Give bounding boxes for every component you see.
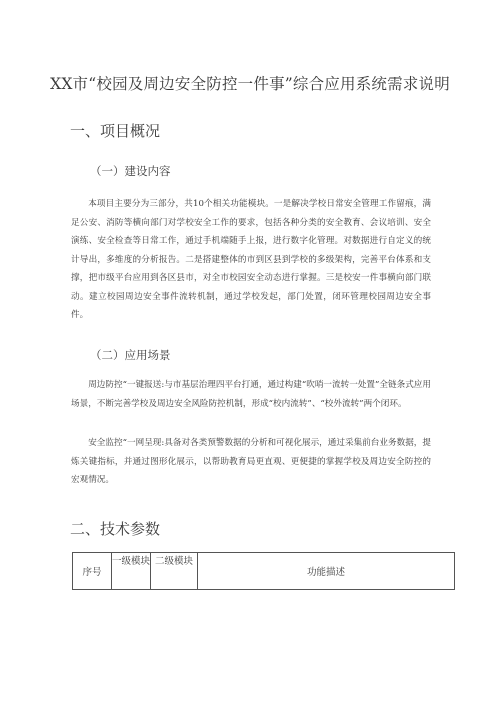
table-header-cell: 功能描述 [198, 553, 455, 590]
tech-params-table [72, 552, 455, 590]
section-heading-overview: 一、项目概况 [70, 122, 161, 140]
document-title: XX市“校园及周边安全防控一件事”综合应用系统需求说明 [50, 75, 450, 93]
scenario-paragraph-1: 周边防控“一键报送:与市基层治理四平台打通，通过构建“吹哨一流转一处置”全链条式应用场景，不断完善学校及周边安全风险防控机制，形成“校内流转”、“校外流转”两个闭环。 [71, 380, 431, 409]
construction-paragraph: 本项目主要分为三部分，共10个相关功能模块。一是解决学校日常安全管理工作留痕，满足公安、消防等横向部门对学校安全工作的要求，包括各种分类的安全教育、会议培训、安全演练、安全检查等日常工作，通过手机端随手上报，进行数字化管理。对数据进行自定义的统计导出，多维度的分析报告。二是搭建整体的市到区县到学校的多级架构，完善平台体系和支撑，把市级平台应用到各区县市，对全市校园安全动态进行掌握。三是校安一件事横向部门联动。建立校园周边安全事件流转机制，通过学校发起，部门处置，闭环管理校园周边安全事件。 [71, 199, 431, 320]
scenario-paragraph-2: 安全监控“一网呈现:具备对各类预警数据的分析和可视化展示，通过采集前台业务数据，提炼关键指标，并通过图形化展示，以帮助教育局更直观、更便捷的掌握学校及周边安全防控的宏观情况。 [71, 438, 431, 485]
subsection-heading-construction: （一）建设内容 [90, 164, 171, 178]
subsection-heading-scenarios: （二）应用场景 [90, 348, 171, 362]
table-header-cell: 序号 [73, 553, 112, 590]
table-header-cell: 二级模块 [151, 553, 198, 590]
table-header-cell: 一级模块 [112, 553, 151, 590]
table-header-row [73, 553, 455, 590]
section-heading-tech-params: 二、技术参数 [70, 520, 161, 538]
